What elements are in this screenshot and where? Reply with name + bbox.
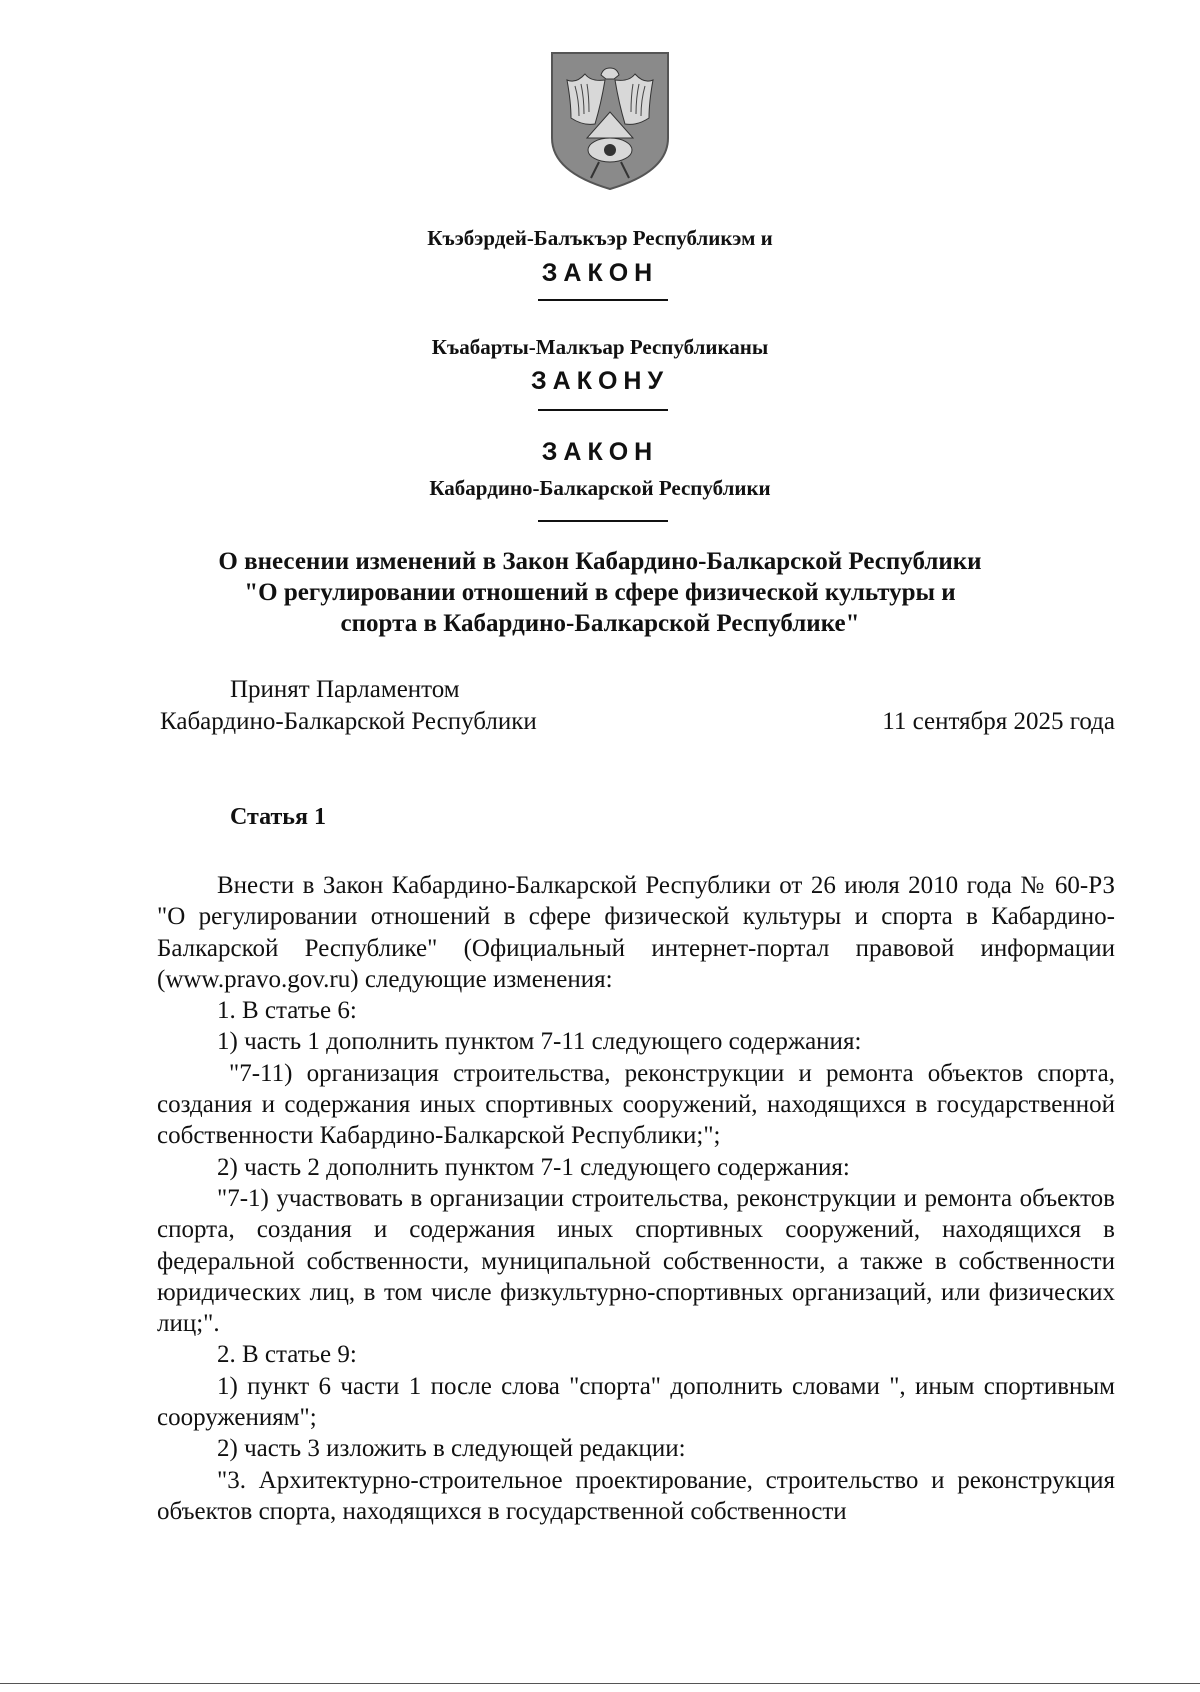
- article-paragraph: 2. В статье 9:: [217, 1341, 357, 1369]
- article-paragraph: 2) часть 2 дополнить пунктом 7-1 следующего содержания:: [217, 1153, 850, 1181]
- article-paragraph: Внести в Закон Кабардино-Балкарской Республики от 26 июля 2010 года № 60-РЗ "О регулировании отношений в сфере физической культуры и спорта в Кабардино-Балкарской Республике" (Официальный интернет-портал правовой информации (www.pravo.gov.ru) следующие изменения:: [157, 872, 1115, 993]
- law-title-line: О внесении изменений в Закон Кабардино-Балкарской Республики: [218, 548, 982, 575]
- balkar-law-heading: ЗАКОНУ: [530, 367, 670, 395]
- coat-of-arms-icon: [549, 50, 671, 192]
- article-heading: Статья 1: [230, 804, 326, 830]
- divider: [538, 299, 668, 301]
- law-title-line: спорта в Кабардино-Балкарской Республике": [340, 610, 860, 637]
- law-title-line: "О регулировании отношений в сфере физической культуры и: [244, 579, 956, 606]
- article-paragraph: "3. Архитектурно-строительное проектирование, строительство и реконструкция объектов спорта, находящихся в государственной собственности: [157, 1466, 1115, 1525]
- kabardian-law-heading: ЗАКОН: [541, 259, 659, 287]
- adoption-date: 11 сентября 2025 года: [882, 708, 1115, 735]
- russian-law-heading: ЗАКОН: [541, 438, 659, 466]
- adoption-line: Принят Парламентом: [230, 676, 460, 703]
- law-title: [160, 546, 1040, 639]
- kabardian-republic-line: Къэбэрдей-Балъкъэр Республикэм и: [427, 226, 773, 250]
- divider: [538, 409, 668, 411]
- article-paragraph: 2) часть 3 изложить в следующей редакции:: [217, 1435, 686, 1463]
- article-paragraph: 1. В статье 6:: [217, 997, 357, 1025]
- article-body: [157, 870, 1115, 1527]
- balkar-republic-line: Къабарты-Малкъар Республиканы: [431, 335, 769, 359]
- divider: [538, 520, 668, 522]
- russian-republic-line: Кабардино-Балкарской Республики: [429, 476, 771, 500]
- article-paragraph: "7-11) организация строительства, реконструкции и ремонта объектов спорта, создания и содержания иных спортивных сооружений, находящихся в государственной собственности Кабардино-Балкарской Республики;";: [157, 1059, 1115, 1150]
- adoption-line: Кабардино-Балкарской Республики: [160, 708, 537, 735]
- article-paragraph: 1) пункт 6 части 1 после слова "спорта" дополнить словами ", иным спортивным сооружениям";: [157, 1372, 1115, 1432]
- article-paragraph: 1) часть 1 дополнить пунктом 7-11 следующего содержания:: [217, 1028, 862, 1056]
- scan-edge-line: [0, 1683, 1200, 1684]
- article-paragraph: "7-1) участвовать в организации строительства, реконструкции и ремонта объектов спорта, создания и содержания иных спортивных сооружений, находящихся в федеральной собственности, муниципальной собственности, а также в собственности юридических лиц, в том числе физкультурно-спортивных организаций, или физических лиц;".: [157, 1184, 1115, 1338]
